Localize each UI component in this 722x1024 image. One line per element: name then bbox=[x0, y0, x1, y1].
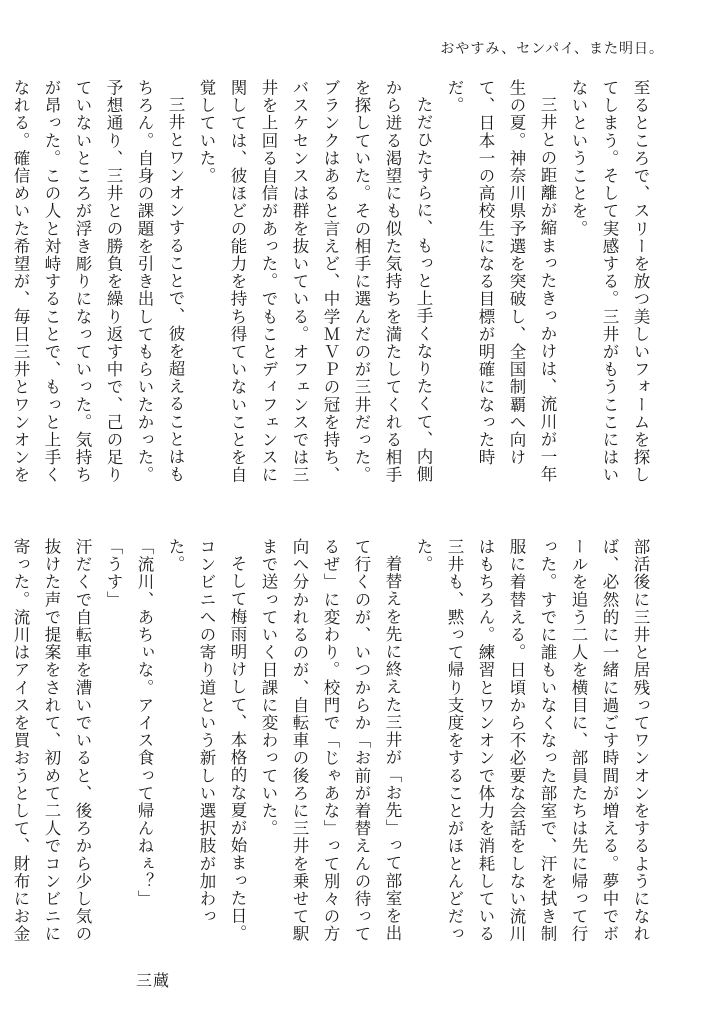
paragraph: ただひたすらに、もっと上手くなりたくて、内側から迸る渇望にも似た気持ちを満たしてくれる相手を探していた。その相手に選んだのが三井だった。ブランクはあると言えど、中学ＭＶＰの冠を持ち、バスケセンスは群を抜いている。オフェンスでは三井を上回る自信があった。でもことディフェンスに関しては、彼ほどの能力を持ち得ていないことを自覚していた。 bbox=[197, 79, 433, 484]
paragraph: 部活後に三井と居残ってワンオンをするようになれば、必然的に一緒に過ごす時間が増える。夢中でボールを追う二人を横目に、部員たちは先に帰って行った。すでに誰もいなくなった部室で、汗を拭き制服に着替える。日頃から不必要な会話をしない流川はもちろん。練習とワンオンで体力を消耗している三井も、黙って帰り支度をすることがほとんどだった。 bbox=[414, 538, 650, 943]
paragraph: 至るところで、スリーを放つ美しいフォームを探してしまう。そして実感する。三井がもうここにはいないということを。 bbox=[569, 79, 650, 484]
paragraph: 汗だくで自転車を漕いでいると、後ろから少し気の抜けた声で提案をされて、初めて二人でコンビニに寄った。流川はアイスを買おうとして、財布にお金 bbox=[11, 538, 92, 943]
author-name: 三蔵 bbox=[136, 971, 171, 990]
paragraph: 着替えを先に終えた三井が「お先」って部室を出て行くのが、いつからか「お前が着替えんの待ってるぜ」に変わり。校門で「じゃあな」って別々の方向へ分かれるのが、自転車の後ろに三井を乗せて駅まで送っていく日課に変わっていた。 bbox=[259, 538, 402, 943]
text-block-upper bbox=[11, 79, 656, 499]
paragraph: 三井とワンオンすることで、彼を超えることはもちろん。自身の課題を引き出してもらいたかった。予想通り、三井との勝負を繰り返す中で、己の足りていないところが浮き彫りになっていった。気持ちが昂った。この人と対峙することで、もっと上手くなれる。確信めいた希望が、毎日三井とワンオンを bbox=[11, 79, 185, 484]
text-block-lower bbox=[11, 538, 656, 958]
paragraph: 三井との距離が縮まったきっかけは、流川が一年生の夏。神奈川県予選を突破し、全国制覇へ向けて、日本一の高校生になる目標が明確になった時だ。 bbox=[445, 79, 557, 483]
dialogue-line: 「流川、あちぃな。アイス食って帰んねぇ？」 bbox=[135, 538, 154, 908]
dialogue-line: 「うす」 bbox=[104, 538, 123, 609]
paragraph: そして梅雨明けして、本格的な夏が始まった日。コンビニへの寄り道という新しい選択肢が加わった。 bbox=[166, 538, 247, 942]
running-head: おやすみ、センパイ、また明日。 bbox=[440, 41, 664, 57]
